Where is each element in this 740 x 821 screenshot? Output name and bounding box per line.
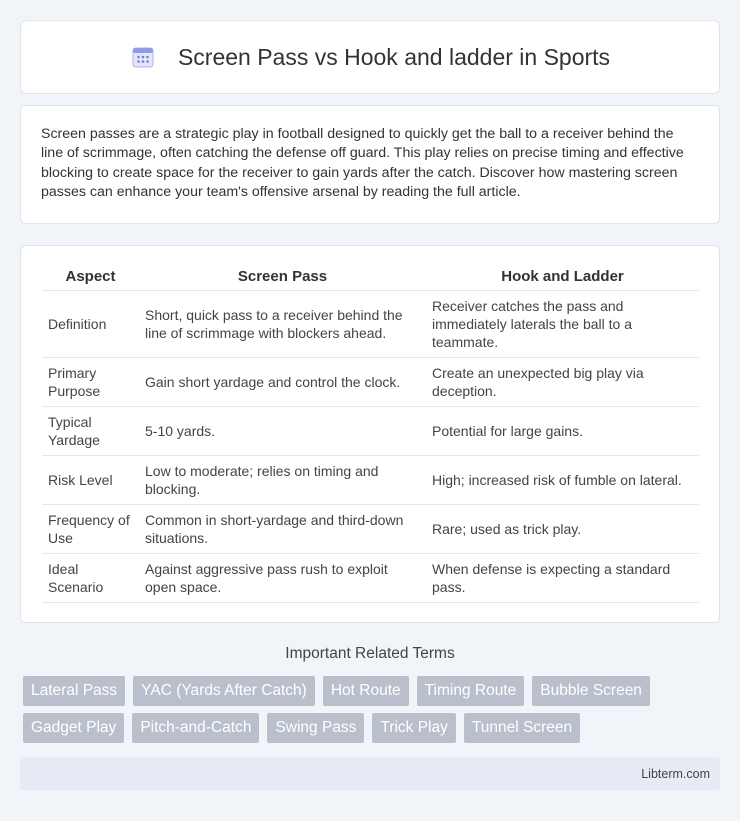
screen-pass-cell: 5-10 yards. [139, 406, 426, 455]
header-aspect: Aspect [42, 262, 139, 290]
tag-gadget-play[interactable]: Gadget Play [23, 713, 124, 743]
screen-pass-cell: Low to moderate; relies on timing and blocking. [139, 455, 426, 504]
table-row [42, 357, 699, 406]
screen-pass-cell: Short, quick pass to a receiver behind the line of scrimmage with blockers ahead. [139, 290, 426, 357]
tag-swing-pass[interactable]: Swing Pass [267, 713, 364, 743]
header-screen-pass: Screen Pass [139, 262, 426, 290]
intro-card [20, 105, 720, 224]
table-row [42, 553, 699, 602]
screen-pass-cell: Against aggressive pass rush to exploit open space. [139, 553, 426, 602]
header-card [20, 20, 720, 94]
title-wrap [130, 44, 610, 71]
aspect-cell: Typical Yardage [42, 406, 139, 455]
comparison-card [20, 245, 720, 623]
tag-bubble-screen[interactable]: Bubble Screen [532, 676, 650, 706]
tag-row [23, 713, 723, 743]
comparison-table [42, 262, 699, 603]
calendar-grid-icon [130, 44, 156, 70]
tag-row [23, 676, 723, 706]
footer-site-link[interactable]: Libterm.com [641, 766, 710, 781]
related-terms-tags [23, 676, 723, 750]
related-terms-heading: Important Related Terms [285, 645, 455, 662]
table-row [42, 455, 699, 504]
aspect-cell: Ideal Scenario [42, 553, 139, 602]
hook-and-ladder-cell: When defense is expecting a standard pass. [426, 553, 699, 602]
hook-and-ladder-cell: Create an unexpected big play via deception. [426, 357, 699, 406]
tag-timing-route[interactable]: Timing Route [417, 676, 525, 706]
aspect-cell: Frequency of Use [42, 504, 139, 553]
hook-and-ladder-cell: High; increased risk of fumble on lateral. [426, 455, 699, 504]
page-title: Screen Pass vs Hook and ladder in Sports [177, 43, 611, 70]
aspect-cell: Definition [42, 290, 139, 357]
table-row [42, 406, 699, 455]
screen-pass-cell: Common in short-yardage and third-down situations. [139, 504, 426, 553]
aspect-cell: Primary Purpose [42, 357, 139, 406]
header-hook-and-ladder: Hook and Ladder [426, 262, 699, 290]
tag-lateral-pass[interactable]: Lateral Pass [23, 676, 125, 706]
screen-pass-cell: Gain short yardage and control the clock. [139, 357, 426, 406]
tag-tunnel-screen[interactable]: Tunnel Screen [464, 713, 580, 743]
hook-and-ladder-cell: Potential for large gains. [426, 406, 699, 455]
table-row [42, 290, 699, 357]
intro-paragraph: Screen passes are a strategic play in football designed to quickly get the ball to a receiver behind the line of scrimmage, often catching the defense off guard. This play relies on precise timing and effective blocking to create space for the receiver to gain yards after the catch. Discover how mastering screen passes can enhance your team's offensive arsenal by reading the full article. [41, 126, 684, 200]
aspect-cell: Risk Level [42, 455, 139, 504]
table-row [42, 504, 699, 553]
tag-trick-play[interactable]: Trick Play [372, 713, 455, 743]
hook-and-ladder-cell: Rare; used as trick play. [426, 504, 699, 553]
table-header-row [42, 262, 699, 290]
hook-and-ladder-cell: Receiver catches the pass and immediately laterals the ball to a teammate. [426, 290, 699, 357]
footer-bar [20, 757, 720, 790]
tag-yac[interactable]: YAC (Yards After Catch) [133, 676, 315, 706]
tag-pitch-and-catch[interactable]: Pitch-and-Catch [132, 713, 259, 743]
tag-hot-route[interactable]: Hot Route [323, 676, 409, 706]
